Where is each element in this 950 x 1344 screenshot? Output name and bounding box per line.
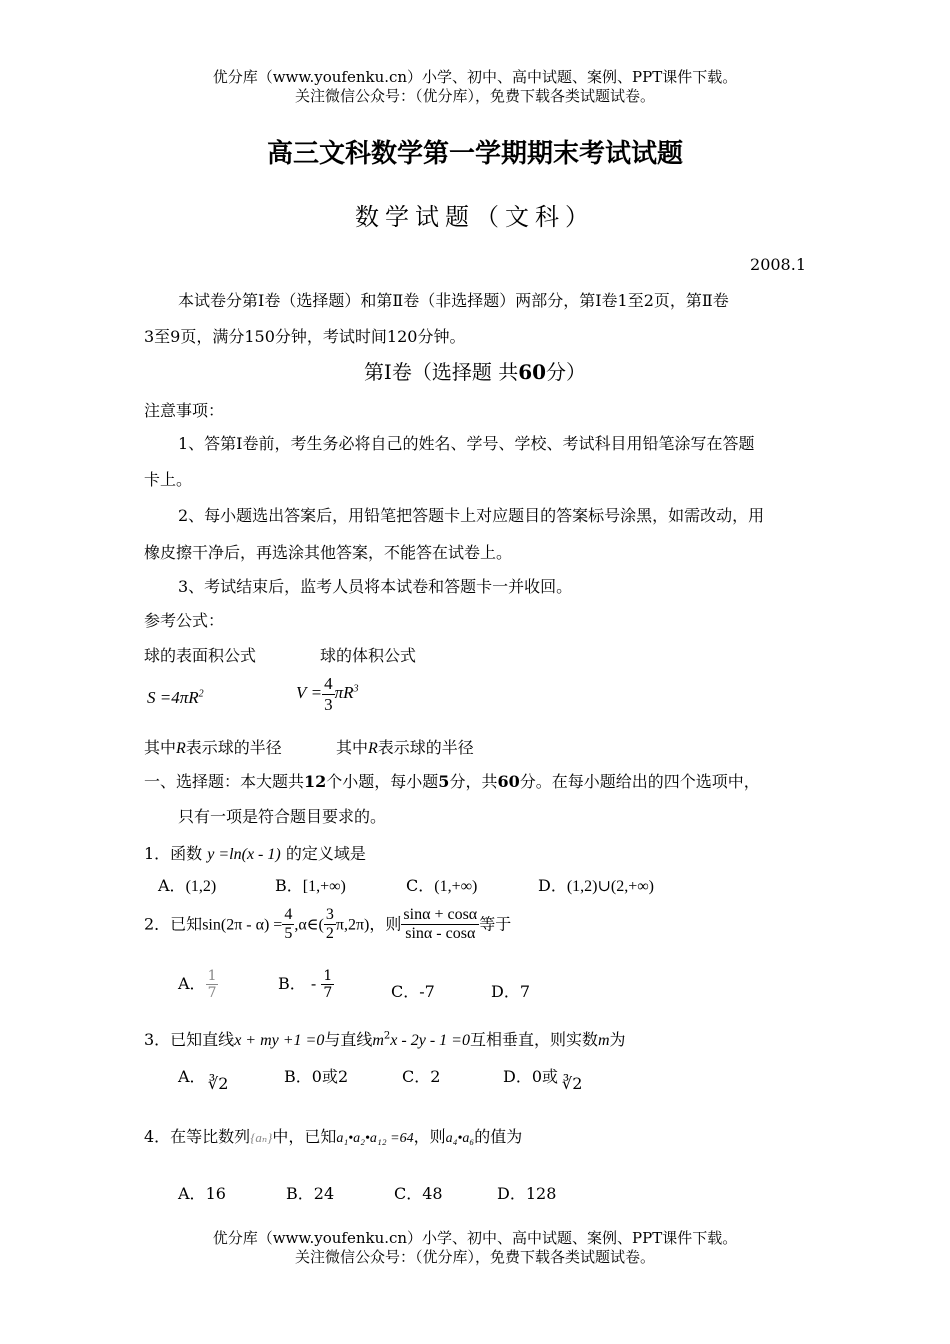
q2-stem-pre: 2．已知 [144, 914, 203, 934]
radius-note-post: 表示球的半径 [377, 738, 474, 757]
part1-title-pre: 第Ⅰ卷（选择题 共 [363, 360, 519, 384]
area-rhs: =4πR [159, 688, 199, 707]
q4-option-label: A． [178, 1184, 206, 1203]
q1-option-b[interactable] [275, 873, 346, 896]
q4-mid: 中，已知 [272, 1127, 337, 1146]
exam-subtitle: 数学试题（文科） [355, 203, 595, 231]
q2-optB-sign: - [310, 974, 317, 994]
section1-line-1 [144, 769, 760, 792]
s1-mid: 个小题，每小题 [326, 772, 439, 791]
q4-mid2: ，则 [413, 1127, 446, 1146]
intro-line-2: 3至9页，满分150分钟，考试时间120分钟。 [144, 327, 466, 346]
radius-note-post: 表示球的半径 [185, 738, 282, 757]
s1-count: 12 [304, 772, 327, 791]
area-lhs: S [147, 688, 156, 707]
q1-option-a[interactable] [158, 873, 216, 896]
q2-optB-num: 1 [323, 968, 333, 984]
q2-f2: ,α∈( [294, 916, 324, 934]
q1-option-d[interactable] [538, 873, 654, 896]
q4-option-label: B． [286, 1184, 314, 1203]
note-1-line-2: 卡上。 [144, 470, 193, 489]
q3-option-a-value: ∛2 [208, 1074, 229, 1093]
volume-lhs: V [296, 682, 307, 702]
q3-stem-end: 为 [609, 1030, 626, 1049]
part1-title-post: 分） [546, 360, 587, 384]
q1-formula: y =ln(x - 1) [207, 846, 281, 863]
q3-stem [144, 1027, 626, 1050]
q2-option-c[interactable]: C．-7 [391, 982, 435, 1001]
notes-heading: 注意事项： [144, 401, 225, 420]
q4-stem [144, 1124, 522, 1147]
note-2-line-1: 2、每小题选出答案后，用铅笔把答题卡上对应题目的答案标号涂黑，如需改动，用 [178, 506, 765, 525]
radius-var: R [176, 740, 186, 757]
q2-opt-label: A． [178, 974, 206, 994]
q2-f3: π,2π) [335, 916, 370, 934]
sphere-volume-formula [296, 674, 359, 714]
footer-line-2: 关注微信公众号：（优分库），免费下载各类试题试卷。 [294, 1248, 655, 1266]
q3-line2-pre: m [372, 1032, 384, 1049]
section1-line-2: 只有一项是符合题目要求的。 [178, 807, 387, 826]
q2-option-d[interactable]: D．7 [491, 982, 531, 1001]
part1-title-score: 60 [518, 360, 547, 384]
sphere-area-formula [147, 688, 204, 708]
q2-optB-den: 7 [323, 985, 333, 1002]
intro-line-1: 本试卷分第Ⅰ卷（选择题）和第Ⅱ卷（非选择题）两部分，第Ⅰ卷1至2页，第Ⅱ卷 [178, 291, 729, 310]
radius-note-pre: 其中 [144, 738, 177, 757]
q4-option-b[interactable] [286, 1181, 334, 1204]
q2-f1-num: 4 [282, 906, 294, 925]
q4-cond: a₁•a₂•a₁₂ =64 [336, 1131, 414, 1146]
q3-mid: 与直线 [324, 1030, 373, 1049]
q4-stem-pre: 4．在等比数列 [144, 1127, 251, 1146]
q2-frac-num: sinα + cosα [401, 906, 479, 925]
sphere-area-label: 球的表面积公式 [144, 646, 257, 665]
q2-f2-den: 2 [325, 925, 334, 943]
q4-option-value: 128 [525, 1184, 557, 1203]
q3-line2-exp: 2 [383, 1030, 391, 1042]
radius-note-2 [336, 735, 474, 758]
header-line-2: 关注微信公众号：（优分库），免费下载各类试题试卷。 [294, 87, 655, 105]
radius-var: R [368, 740, 378, 757]
q3-option-d-value: ∛2 [562, 1074, 583, 1093]
q4-target: a₄•a₆ [445, 1131, 475, 1146]
q3-stem-post: 互相垂直，则实数 [469, 1030, 598, 1049]
q3-line1: x + my +1 =0 [234, 1032, 325, 1049]
q4-option-value: 16 [205, 1184, 226, 1203]
note-2-line-2: 橡皮擦干净后，再选涂其他答案，不能答在试卷上。 [144, 543, 513, 562]
q3-option-b[interactable]: B．0或2 [284, 1067, 349, 1086]
q3-stem-pre: 3．已知直线 [144, 1030, 235, 1049]
s1-post: 分。在每小题给出的四个选项中， [519, 772, 760, 791]
q3-option-a[interactable] [178, 1064, 206, 1087]
s1-pre: 一、选择题：本大题共 [144, 772, 305, 791]
q4-option-a[interactable] [178, 1181, 226, 1204]
q2-option-a[interactable] [178, 968, 218, 1001]
q2-optA-num: 1 [207, 968, 217, 984]
q1-option-value: [1,+∞) [302, 878, 346, 895]
q2-f2-num: 3 [324, 906, 336, 925]
s1-each: 5 [438, 772, 450, 791]
q3-option-c[interactable]: C．2 [402, 1067, 441, 1086]
q2-stem [144, 906, 511, 944]
q1-option-value: (1,2) [185, 878, 217, 895]
q1-stem [144, 841, 366, 864]
q1-option-c[interactable] [406, 873, 477, 896]
formulas-heading: 参考公式： [144, 611, 225, 630]
q2-optA-den: 7 [207, 985, 217, 1002]
part1-title [0, 356, 950, 385]
header-line-1: 优分库（www.youfenku.cn）小学、初中、高中试题、案例、PPT课件下载。 [212, 68, 738, 86]
q2-frac-den: sinα - cosα [405, 925, 476, 943]
exam-title: 高三文科数学第一学期期末考试试题 [266, 139, 683, 169]
volume-eq: = [310, 682, 323, 702]
note-3: 3、考试结束后，监考人员将本试卷和答题卡一并收回。 [178, 577, 573, 596]
q4-option-c[interactable] [394, 1181, 443, 1204]
q1-option-label: A． [158, 876, 186, 895]
volume-den: 3 [324, 694, 333, 714]
q3-line2-post: x - 2y - 1 =0 [390, 1032, 470, 1049]
q2-option-b[interactable] [278, 968, 334, 1001]
q1-option-label: C． [406, 876, 435, 895]
q2-f1: sin(2π - α) = [202, 916, 283, 934]
q1-option-value: (1,2)∪(2,+∞) [566, 878, 654, 895]
radius-note-pre: 其中 [336, 738, 369, 757]
q3-option-d[interactable] [503, 1064, 558, 1087]
q3-opt-label: A． [178, 1067, 206, 1086]
q4-option-label: C． [394, 1184, 423, 1203]
note-1-line-1: 1、答第Ⅰ卷前，考生务必将自己的姓名、学号、学校、考试科目用铅笔涂写在答题 [178, 434, 755, 453]
q3-var: m [597, 1032, 610, 1049]
q1-option-label: D． [538, 876, 567, 895]
q4-option-d[interactable] [497, 1181, 556, 1204]
q3-opt-label: D．0或 [503, 1067, 559, 1086]
radius-note-1 [144, 735, 282, 758]
s1-total: 60 [497, 772, 520, 791]
q1-stem-pre: 1．函数 [144, 844, 203, 863]
area-exp: 2 [198, 688, 204, 700]
q2-mid: ，则 [369, 914, 402, 934]
q1-stem-post: 的定义域是 [285, 844, 366, 863]
q4-seq: {aₙ} [250, 1130, 273, 1145]
q4-option-value: 24 [313, 1184, 335, 1203]
q1-option-label: B． [275, 876, 303, 895]
q1-option-value: (1,+∞) [434, 878, 478, 895]
volume-num: 4 [324, 674, 333, 693]
s1-mid2: 分，共 [449, 772, 498, 791]
q2-opt-label: B． [278, 974, 306, 994]
exam-date: 2008.1 [750, 255, 806, 274]
q2-f1-den: 5 [284, 925, 293, 943]
sphere-volume-label: 球的体积公式 [320, 646, 417, 665]
q4-option-value: 48 [422, 1184, 443, 1203]
volume-exp: 3 [353, 683, 359, 695]
q4-stem-post: 的值为 [474, 1127, 523, 1146]
footer-line-1: 优分库（www.youfenku.cn）小学、初中、高中试题、案例、PPT课件下载。 [212, 1229, 738, 1247]
q4-option-label: D． [497, 1184, 526, 1203]
q2-stem-post: 等于 [479, 914, 512, 934]
volume-tail: πR [334, 682, 354, 702]
